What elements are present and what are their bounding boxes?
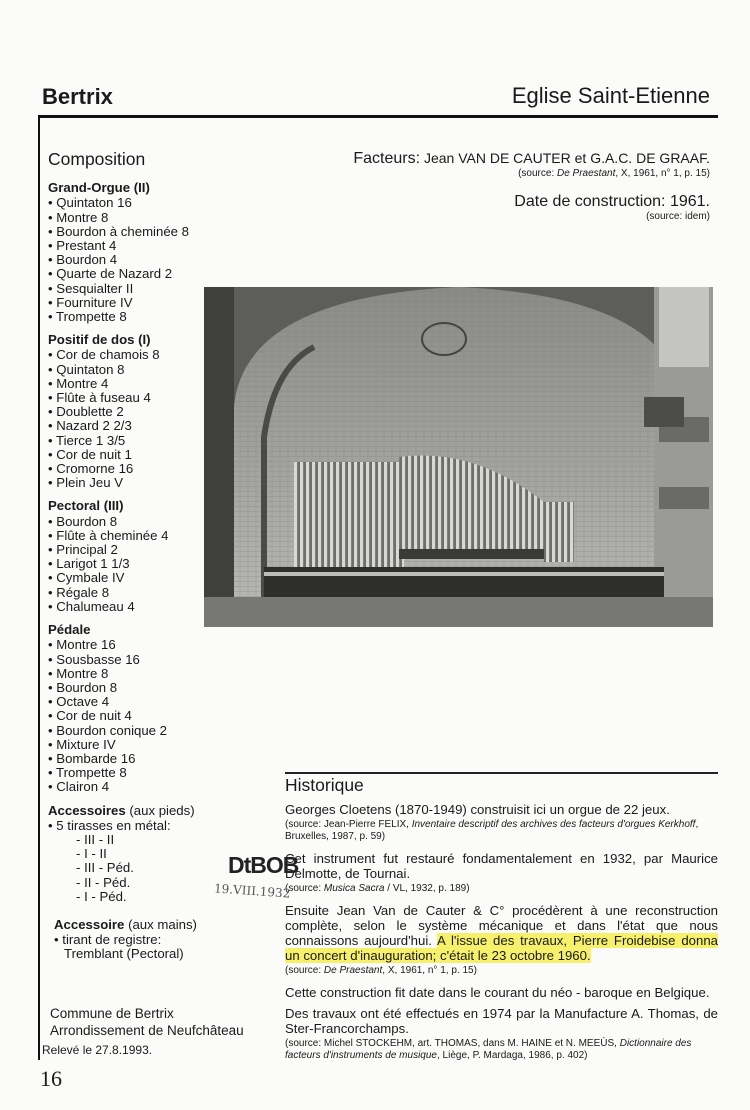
page-header-church: Eglise Saint-Etienne bbox=[511, 83, 710, 108]
pedale-section bbox=[48, 623, 258, 794]
stop: • Montre 16 bbox=[48, 638, 258, 652]
page-header-location: Bertrix bbox=[42, 84, 113, 109]
accessoire-mains-section bbox=[54, 918, 258, 962]
stop: • Bourdon 8 bbox=[48, 681, 258, 695]
stop: • Flûte à cheminée 4 bbox=[48, 529, 258, 543]
accessory-item: • 5 tirasses en métal: bbox=[48, 819, 258, 833]
stop: • Fourniture IV bbox=[48, 296, 258, 310]
stop: • Bombarde 16 bbox=[48, 752, 258, 766]
builders-label: Facteurs: bbox=[353, 150, 421, 167]
history-paragraph: Cet instrument fut restauré fondamentalement en 1932, par Maurice Delmotte, de Tournai. bbox=[285, 851, 718, 881]
stop: • Clairon 4 bbox=[48, 780, 258, 794]
stop: • Doublette 2 bbox=[48, 405, 258, 419]
history-paragraph: Ensuite Jean Van de Cauter & C° procédèrent à une reconstruction complète, selon le système mécanique et dans l'état que nous connaissons aujourd'hui. A l'issue des travaux, Pierre Froidebise donna un concert d'inauguration; c'était le 23 octobre 1960. bbox=[285, 903, 718, 963]
tirasse: - I - II bbox=[48, 847, 258, 861]
stop: • Cor de nuit 4 bbox=[48, 709, 258, 723]
stop: • Quintaton 8 bbox=[48, 363, 258, 377]
location-footer bbox=[50, 1005, 244, 1039]
stop: • Trompette 8 bbox=[48, 310, 258, 324]
construction-year: 1961. bbox=[669, 193, 710, 210]
survey-date: Relevé le 27.8.1993. bbox=[42, 1043, 153, 1057]
tirasse: - I - Péd. bbox=[48, 890, 258, 904]
construction-label: Date de construction: bbox=[514, 193, 666, 210]
stop: • Trompette 8 bbox=[48, 766, 258, 780]
history-paragraph: Georges Cloetens (1870-1949) construisit ici un orgue de 22 jeux. bbox=[285, 802, 670, 817]
section-title: Accessoire (aux mains) bbox=[54, 916, 197, 932]
stop: • Sousbasse 16 bbox=[48, 653, 258, 667]
stop: • Octave 4 bbox=[48, 695, 258, 709]
composition-title: Composition bbox=[48, 149, 146, 169]
stop: • Nazard 2 2/3 bbox=[48, 419, 258, 433]
construction-source: (source: idem) bbox=[646, 211, 710, 222]
historique-rule bbox=[285, 772, 718, 774]
tirasse: - II - Péd. bbox=[48, 876, 258, 890]
stop: • Cromorne 16 bbox=[48, 462, 258, 476]
history-paragraph: Des travaux ont été effectués en 1974 par la Manufacture A. Thomas, de Ster-Francorchamps. bbox=[285, 1006, 718, 1036]
builders-value: Jean VAN DE CAUTER et G.A.C. DE GRAAF. bbox=[423, 150, 710, 166]
highlighted-text: A l'issue des travaux, Pierre Froidebise donna un concert d'inauguration; c'était le 23 octobre 1960. bbox=[285, 933, 718, 963]
section-title: Pectoral (III) bbox=[48, 498, 124, 514]
history-source: (source: Michel STOCKEHM, art. THOMAS, dans M. HAINE et N. MEEÙS, Dictionnaire des facteurs d'instruments de musique, Liège, P. Mardaga, 1986, p. 402) bbox=[285, 1038, 692, 1061]
handwritten-date: 19.VIII.1932 bbox=[213, 881, 291, 901]
section-title: Grand-Orgue (II) bbox=[48, 180, 150, 196]
accessory-item: Tremblant (Pectoral) bbox=[64, 946, 184, 962]
tirasse: - III - II bbox=[48, 833, 258, 847]
stop: • Montre 4 bbox=[48, 377, 258, 391]
stop: • Montre 8 bbox=[48, 667, 258, 681]
section-title: Accessoires (aux pieds) bbox=[48, 802, 195, 818]
builders-block bbox=[353, 150, 710, 179]
left-rule bbox=[38, 115, 40, 1060]
history-source: (source: De Praestant, X, 1961, n° 1, p. 15) bbox=[285, 965, 477, 976]
stop: • Bourdon à cheminée 8 bbox=[48, 225, 258, 239]
commune-line: Commune de Bertrix bbox=[50, 1006, 174, 1021]
section-title: Pédale bbox=[48, 622, 91, 638]
stop: • Sesquialter II bbox=[48, 282, 258, 296]
organ-photo bbox=[204, 287, 713, 627]
builders-source: (source: De Praestant, X, 1961, n° 1, p. 15) bbox=[518, 168, 710, 179]
stop: • Prestant 4 bbox=[48, 239, 258, 253]
stop: • Quintaton 16 bbox=[48, 196, 258, 210]
stop: • Plein Jeu V bbox=[48, 476, 258, 490]
stop: • Tierce 1 3/5 bbox=[48, 434, 258, 448]
history-paragraph: Cette construction fit date dans le courant du néo - baroque en Belgique. bbox=[285, 985, 710, 1000]
stop: • Régale 8 bbox=[48, 586, 258, 600]
header-rule bbox=[38, 115, 718, 118]
section-title: Positif de dos (I) bbox=[48, 332, 151, 348]
stop: • Cor de nuit 1 bbox=[48, 448, 258, 462]
stamp-mark: DtBOB bbox=[228, 852, 299, 878]
bleed-through-text bbox=[220, 18, 225, 38]
stop: • Montre 8 bbox=[48, 211, 258, 225]
stop: • Bourdon 4 bbox=[48, 253, 258, 267]
stop: • Principal 2 bbox=[48, 543, 258, 557]
stop: • Bourdon 8 bbox=[48, 515, 258, 529]
arrondissement-line: Arrondissement de Neufchâteau bbox=[50, 1023, 244, 1038]
historique-title: Historique bbox=[285, 775, 364, 795]
page-number: 16 bbox=[40, 1066, 62, 1091]
historique-section bbox=[285, 775, 718, 1070]
history-source: (source: Musica Sacra / VL, 1932, p. 189) bbox=[285, 883, 470, 894]
stop: • Flûte à fuseau 4 bbox=[48, 391, 258, 405]
stop: • Chalumeau 4 bbox=[48, 600, 258, 614]
stop: • Larigot 1 1/3 bbox=[48, 557, 258, 571]
stop: • Cymbale IV bbox=[48, 571, 258, 585]
stop: • Cor de chamois 8 bbox=[48, 348, 258, 362]
stop: • Mixture IV bbox=[48, 738, 258, 752]
stop: • Bourdon conique 2 bbox=[48, 724, 258, 738]
tirasse: - III - Péd. bbox=[48, 861, 258, 875]
stop: • Quarte de Nazard 2 bbox=[48, 267, 258, 281]
accessory-item: • tirant de registre: bbox=[54, 933, 258, 947]
organ-photo-illustration bbox=[204, 287, 713, 627]
history-source: (source: Jean-Pierre FELIX, Inventaire descriptif des archives des facteurs d'orgues Kerkhoff, Bruxelles, 1987, p. 59) bbox=[285, 819, 699, 842]
construction-block bbox=[514, 193, 710, 222]
